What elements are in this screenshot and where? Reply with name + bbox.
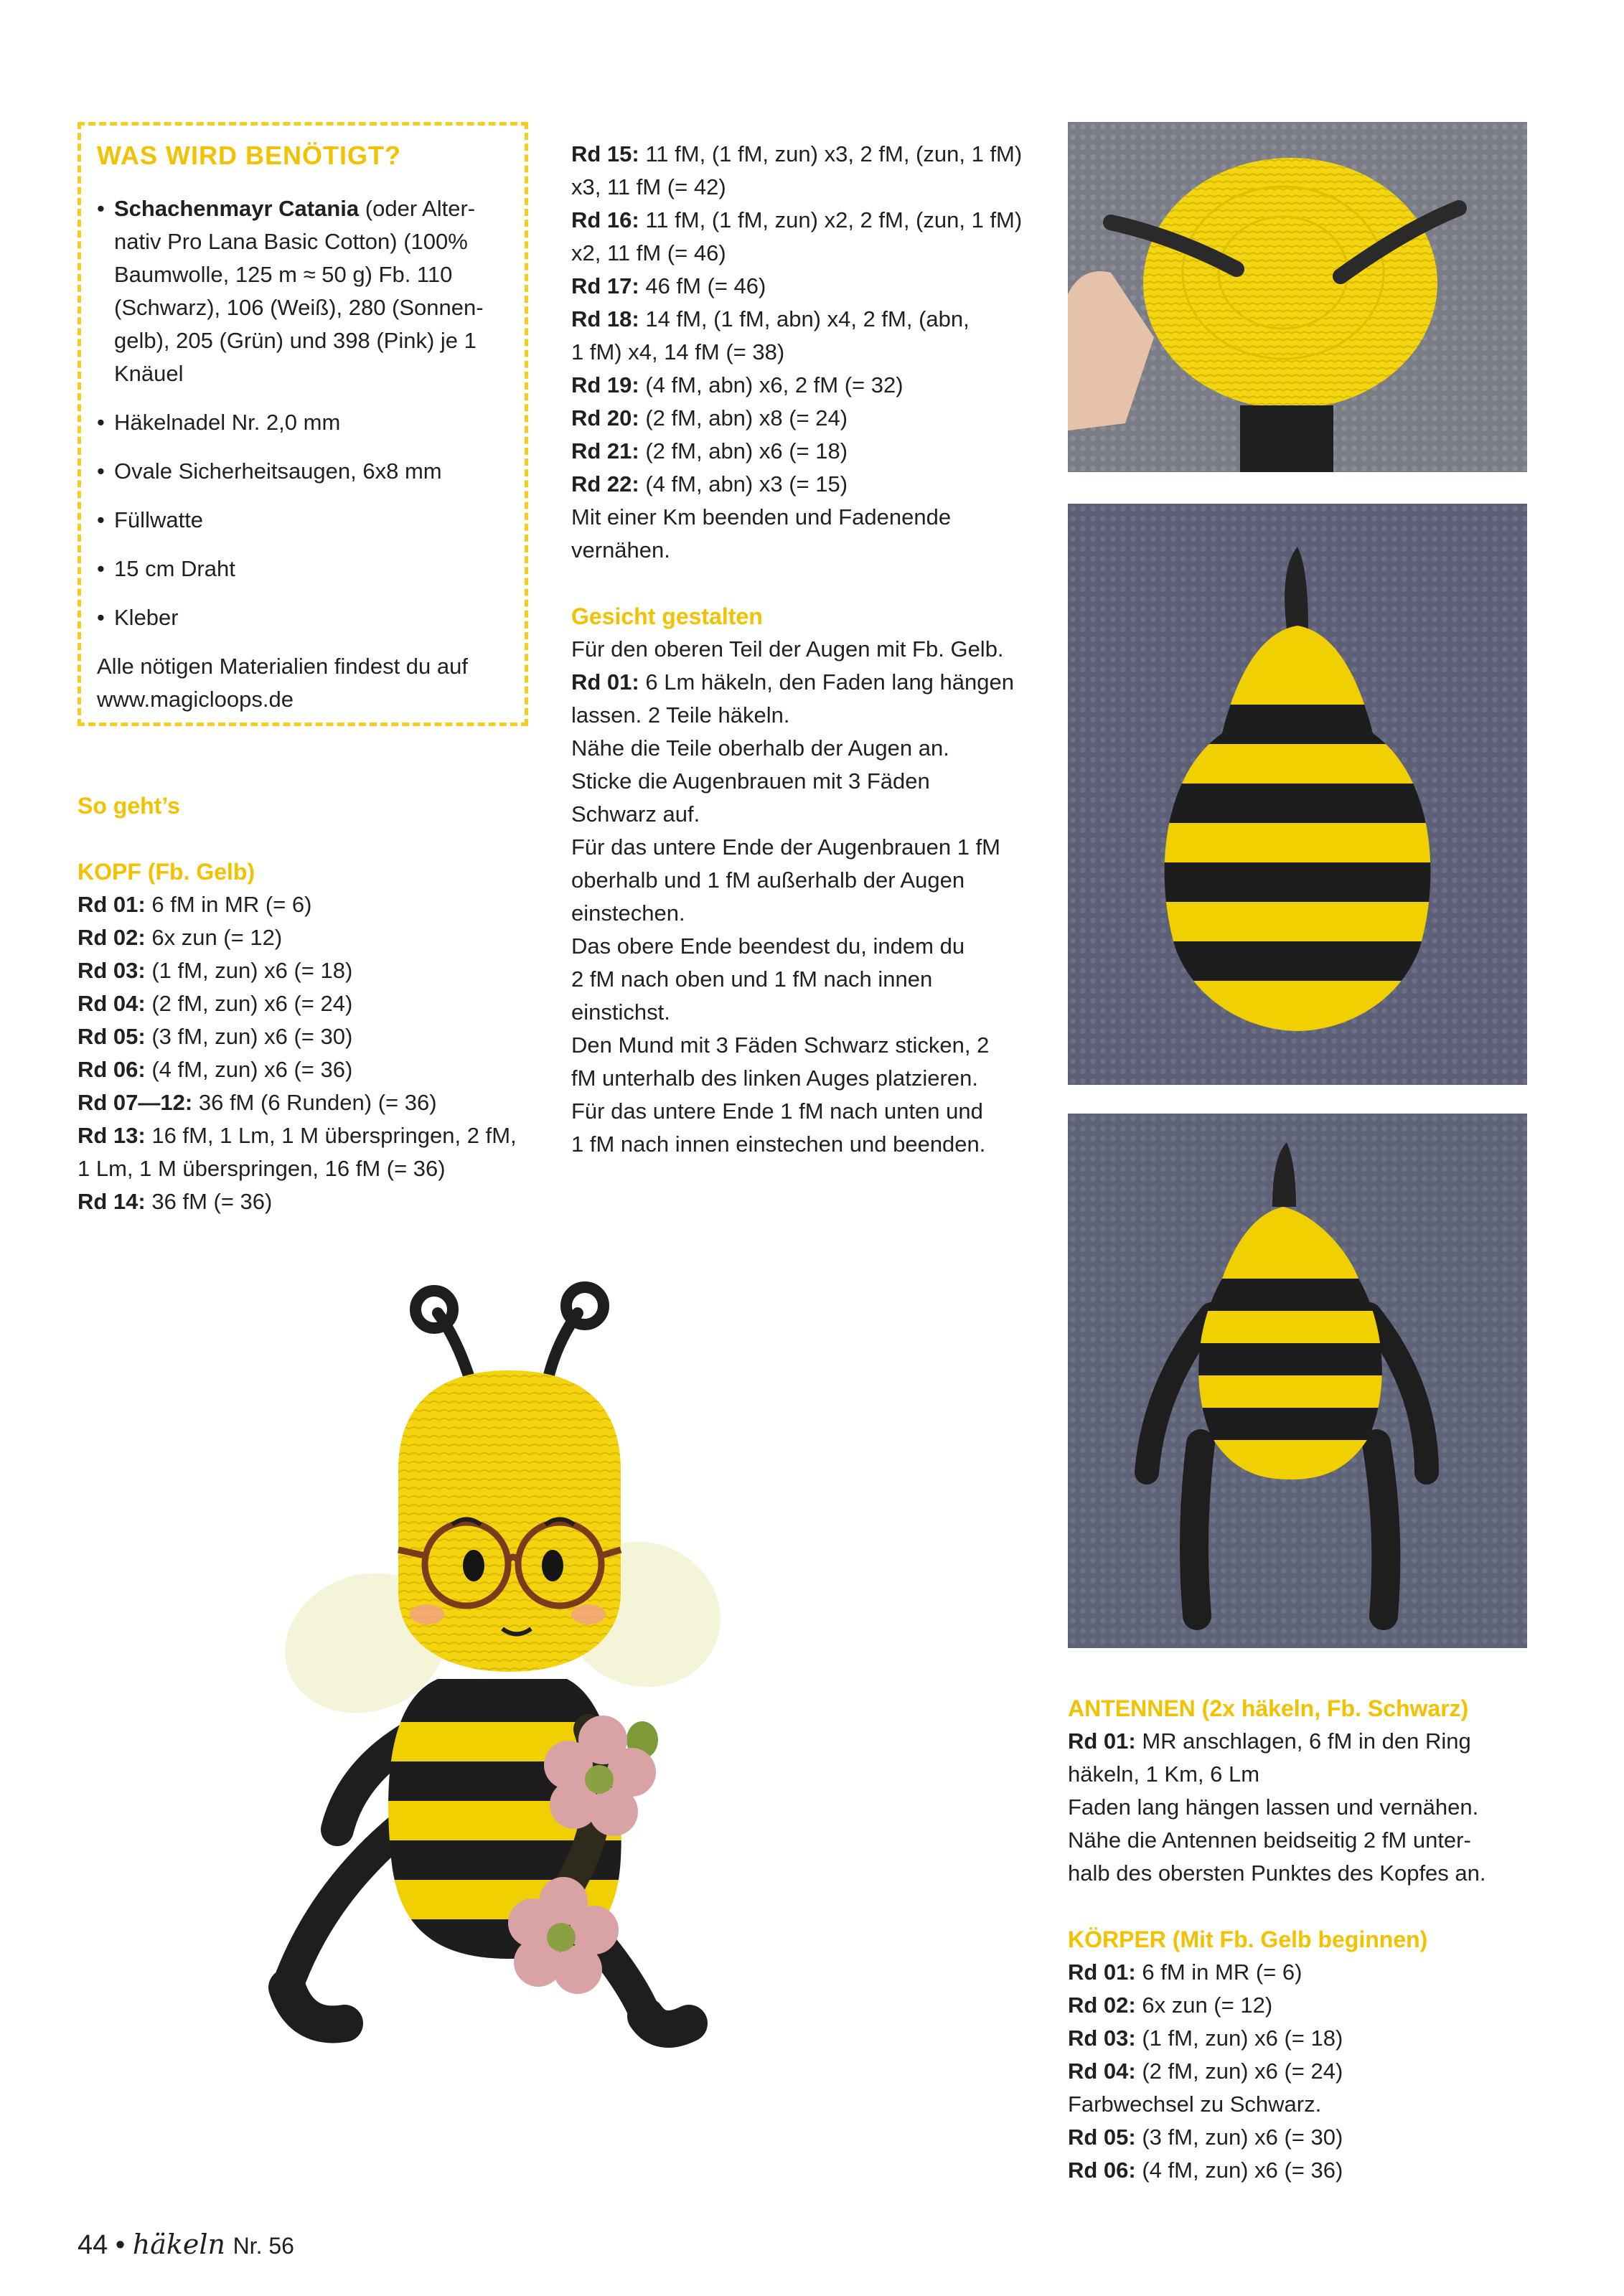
- yarn-name: Schachenmayr Catania: [114, 196, 360, 221]
- round-text: x2, 11 fM (= 46): [571, 240, 726, 265]
- round-label: Rd 05:: [1068, 2125, 1136, 2150]
- photo-bee-amigurumi: [258, 1270, 832, 2081]
- round-text: (4 fM, zun) x6 (= 36): [1135, 2158, 1343, 2183]
- instruction-row: [571, 204, 1026, 237]
- round-text: MR anschlagen, 6 fM in den Ring: [1135, 1728, 1471, 1754]
- round-text: Den Mund mit 3 Fäden Schwarz sticken, 2: [571, 1032, 990, 1058]
- round-text: halb des obersten Punktes des Kopfes an.: [1068, 1860, 1486, 1886]
- round-text: Schwarz auf.: [571, 801, 700, 827]
- page-number: 44: [78, 2230, 108, 2260]
- instruction-row: [1068, 1956, 1527, 1989]
- round-text: einstechen.: [571, 900, 685, 926]
- round-text: 1 fM nach innen einstechen und beenden.: [571, 1131, 986, 1157]
- instruction-row: [571, 699, 1026, 732]
- instruction-row: [571, 270, 1026, 303]
- instruction-row: [571, 864, 1026, 897]
- instruction-row: [1068, 1989, 1527, 2022]
- round-label: Rd 02:: [78, 925, 146, 950]
- round-text: 11 fM, (1 fM, zun) x3, 2 fM, (zun, 1 fM): [639, 141, 1023, 166]
- instruction-row: [571, 435, 1026, 468]
- round-text: 6x zun (= 12): [145, 925, 283, 950]
- instruction-row: [78, 1185, 537, 1218]
- round-text: (2 fM, abn) x6 (= 18): [639, 438, 848, 464]
- round-text: Mit einer Km beenden und Fadenende: [571, 504, 952, 530]
- round-text: (2 fM, abn) x8 (= 24): [639, 405, 848, 430]
- instruction-row: [571, 1029, 1026, 1062]
- instruction-row: [571, 303, 1026, 336]
- round-label: Rd 03:: [1068, 2026, 1136, 2051]
- round-label: Rd 03:: [78, 958, 146, 983]
- round-text: (2 fM, zun) x6 (= 24): [1135, 2059, 1343, 2084]
- materials-item: • 15 cm Draht: [97, 552, 513, 585]
- round-text: 6 fM in MR (= 6): [1135, 1959, 1303, 1985]
- round-text: Farbwechsel zu Schwarz.: [1068, 2092, 1322, 2117]
- round-label: Rd 01:: [78, 892, 146, 917]
- round-label: Rd 01:: [571, 669, 639, 695]
- instruction-row: [78, 888, 537, 921]
- round-label: Rd 01:: [1068, 1728, 1136, 1754]
- round-text: oberhalb und 1 fM außerhalb der Augen: [571, 867, 965, 893]
- instruction-row: [78, 1053, 537, 1086]
- kopf-heading: KOPF (Fb. Gelb): [78, 859, 255, 885]
- round-text: häkeln, 1 Km, 6 Lm: [1068, 1761, 1260, 1787]
- round-text: Für das untere Ende 1 fM nach unten und: [571, 1098, 983, 1124]
- round-text: Nähe die Antennen beidseitig 2 fM unter-: [1068, 1827, 1471, 1853]
- materials-item: • Kleber: [97, 601, 513, 634]
- instruction-row: [571, 369, 1026, 402]
- round-text: 1 Lm, 1 M überspringen, 16 fM (= 36): [78, 1156, 446, 1181]
- section-heading: So geht’s: [78, 793, 180, 819]
- round-label: Rd 04:: [78, 991, 146, 1016]
- round-text: (2 fM, zun) x6 (= 24): [145, 991, 353, 1016]
- round-text: 6 fM in MR (= 6): [145, 892, 312, 917]
- round-label: Rd 19:: [571, 372, 639, 397]
- left-column: [78, 789, 537, 1218]
- round-text: (4 fM, abn) x6, 2 fM (= 32): [639, 372, 903, 397]
- round-label: Rd 06:: [1068, 2158, 1136, 2183]
- materials-item: • Ovale Sicherheitsaugen, 6x8 mm: [97, 455, 513, 488]
- instruction-row: [1068, 1725, 1527, 1758]
- instruction-row: [571, 633, 1026, 666]
- round-text: x3, 11 fM (= 42): [571, 174, 726, 199]
- round-label: Rd 01:: [1068, 1959, 1136, 1985]
- kopf-rows-cont: [571, 138, 1026, 567]
- koerper-heading: KÖRPER (Mit Fb. Gelb beginnen): [1068, 1926, 1428, 1952]
- photo-bee-legs: [1068, 1114, 1527, 1648]
- instruction-row: [571, 1095, 1026, 1128]
- round-text: 11 fM, (1 fM, zun) x2, 2 fM, (zun, 1 fM): [639, 207, 1023, 232]
- round-label: Rd 05:: [78, 1024, 146, 1049]
- round-label: Rd 04:: [1068, 2059, 1136, 2084]
- instruction-row: [78, 1152, 537, 1185]
- instruction-row: [571, 171, 1026, 204]
- kopf-rows: [78, 888, 537, 1218]
- round-text: 16 fM, 1 Lm, 1 M überspringen, 2 fM,: [145, 1123, 517, 1148]
- materials-item: • Füllwatte: [97, 504, 513, 537]
- round-text: Für den oberen Teil der Augen mit Fb. Gelb.: [571, 636, 1004, 662]
- materials-title: WAS WIRD BENÖTIGT?: [97, 141, 401, 170]
- round-label: Rd 18:: [571, 306, 639, 331]
- middle-column: [571, 138, 1026, 1161]
- instruction-row: [571, 237, 1026, 270]
- materials-note-line: Alle nötigen Materialien findest du auf: [97, 654, 468, 679]
- instruction-row: [571, 138, 1026, 171]
- round-text: 6x zun (= 12): [1135, 1992, 1273, 2018]
- instruction-row: [571, 336, 1026, 369]
- yarn-line: Baumwolle, 125 m ≈ 50 g) Fb. 110: [114, 262, 453, 287]
- round-text: 2 fM nach oben und 1 fM nach innen: [571, 966, 933, 992]
- materials-yarn: [97, 192, 513, 390]
- yarn-line: nativ Pro Lana Basic Cotton) (100%: [114, 229, 468, 254]
- instruction-row: [571, 666, 1026, 699]
- round-text: 14 fM, (1 fM, abn) x4, 2 fM, (abn,: [639, 306, 970, 331]
- issue-number: Nr. 56: [233, 2233, 294, 2259]
- instruction-row: [571, 534, 1026, 567]
- materials-item: • Häkelnadel Nr. 2,0 mm: [97, 406, 513, 439]
- instruction-row: [571, 468, 1026, 501]
- yarn-line: gelb), 205 (Grün) und 398 (Pink) je 1: [114, 328, 477, 353]
- instruction-row: [571, 1128, 1026, 1161]
- instruction-row: [78, 987, 537, 1020]
- round-text: 36 fM (6 Runden) (= 36): [192, 1090, 437, 1115]
- page-footer: [78, 2229, 294, 2261]
- instruction-row: [78, 1086, 537, 1119]
- instruction-row: [571, 501, 1026, 534]
- round-label: Rd 02:: [1068, 1992, 1136, 2018]
- instruction-row: [571, 765, 1026, 798]
- instruction-row: [1068, 1824, 1527, 1857]
- photo-bee-body: [1068, 504, 1527, 1085]
- instruction-row: [571, 963, 1026, 996]
- photo-bee-head: [1068, 122, 1527, 472]
- footer-separator: •: [115, 2230, 126, 2260]
- instruction-row: [1068, 1758, 1527, 1791]
- round-label: Rd 06:: [78, 1057, 146, 1082]
- magazine-brand: häkeln: [132, 2229, 225, 2260]
- instruction-row: [571, 897, 1026, 930]
- instruction-row: [571, 831, 1026, 864]
- instruction-row: [1068, 2088, 1527, 2121]
- round-label: Rd 13:: [78, 1123, 146, 1148]
- instruction-row: [1068, 2055, 1527, 2088]
- round-text: Nähe die Teile oberhalb der Augen an.: [571, 735, 949, 761]
- round-text: vernähen.: [571, 537, 670, 563]
- instruction-row: [78, 954, 537, 987]
- instruction-row: [571, 798, 1026, 831]
- round-label: Rd 16:: [571, 207, 639, 232]
- right-column: [1068, 1692, 1527, 2187]
- round-text: Das obere Ende beendest du, indem du: [571, 933, 965, 959]
- round-text: Sticke die Augenbrauen mit 3 Fäden: [571, 768, 930, 794]
- round-label: Rd 14:: [78, 1189, 146, 1214]
- instruction-row: [571, 1062, 1026, 1095]
- round-text: lassen. 2 Teile häkeln.: [571, 702, 790, 728]
- round-text: einstichst.: [571, 999, 670, 1025]
- instruction-row: [1068, 1857, 1527, 1890]
- round-text: 46 fM (= 46): [639, 273, 766, 298]
- round-text: (4 fM, zun) x6 (= 36): [145, 1057, 353, 1082]
- instruction-row: [571, 996, 1026, 1029]
- round-text: 6 Lm häkeln, den Faden lang hängen: [639, 669, 1014, 695]
- instruction-row: [78, 921, 537, 954]
- round-label: Rd 07—12:: [78, 1090, 193, 1115]
- yarn-line: Knäuel: [114, 361, 184, 386]
- instruction-row: [1068, 1791, 1527, 1824]
- round-text: (1 fM, zun) x6 (= 18): [145, 958, 353, 983]
- materials-note: [97, 650, 513, 716]
- round-text: fM unterhalb des linken Auges platzieren.: [571, 1065, 978, 1091]
- round-text: (4 fM, abn) x3 (= 15): [639, 471, 848, 497]
- face-rows: [571, 633, 1026, 1161]
- yarn-line: (oder Alter-: [359, 196, 476, 221]
- instruction-row: [571, 732, 1026, 765]
- round-label: Rd 21:: [571, 438, 639, 464]
- instruction-row: [78, 1119, 537, 1152]
- instruction-row: [1068, 2022, 1527, 2055]
- instruction-row: [1068, 2121, 1527, 2154]
- round-text: Für das untere Ende der Augenbrauen 1 fM: [571, 834, 1001, 860]
- round-label: Rd 15:: [571, 141, 639, 166]
- face-heading: Gesicht gestalten: [571, 603, 763, 629]
- instruction-row: [1068, 2154, 1527, 2187]
- round-label: Rd 20:: [571, 405, 639, 430]
- koerper-rows: [1068, 1956, 1527, 2187]
- round-text: Faden lang hängen lassen und vernähen.: [1068, 1794, 1479, 1820]
- materials-note-line: www.magicloops.de: [97, 687, 294, 712]
- round-label: Rd 22:: [571, 471, 639, 497]
- instruction-row: [78, 1020, 537, 1053]
- round-label: Rd 17:: [571, 273, 639, 298]
- antennen-rows: [1068, 1725, 1527, 1890]
- round-text: (1 fM, zun) x6 (= 18): [1135, 2026, 1343, 2051]
- round-text: 1 fM) x4, 14 fM (= 38): [571, 339, 785, 364]
- materials-list: [97, 192, 513, 716]
- instruction-row: [571, 930, 1026, 963]
- yarn-line: (Schwarz), 106 (Weiß), 280 (Sonnen-: [114, 295, 484, 320]
- antennen-heading: ANTENNEN (2x häkeln, Fb. Schwarz): [1068, 1695, 1469, 1721]
- instruction-row: [571, 402, 1026, 435]
- round-text: (3 fM, zun) x6 (= 30): [145, 1024, 353, 1049]
- round-text: (3 fM, zun) x6 (= 30): [1135, 2125, 1343, 2150]
- round-text: 36 fM (= 36): [145, 1189, 273, 1214]
